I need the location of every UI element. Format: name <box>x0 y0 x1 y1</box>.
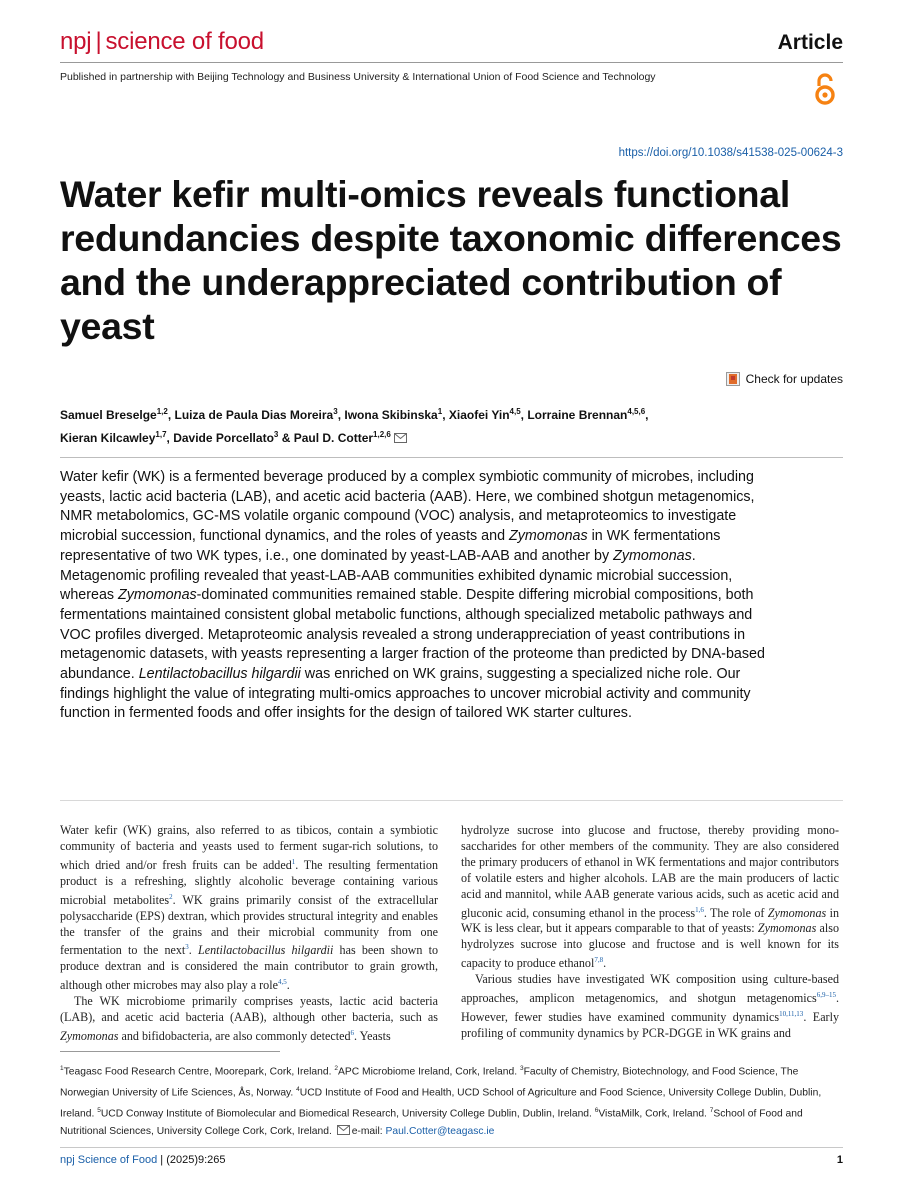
email-icon[interactable] <box>394 433 407 443</box>
author-affiliation: 3 <box>333 407 338 416</box>
body-text: . Yeasts <box>354 1029 391 1044</box>
check-for-updates-button[interactable] <box>726 372 843 386</box>
footer-citation <box>60 1154 226 1166</box>
affiliation-text: School of Food and Nutritional Sciences, University College Cork, Cork, Ireland. <box>60 1108 803 1137</box>
header-divider <box>60 62 843 63</box>
affiliation-footnotes <box>60 1060 850 1140</box>
author-separator: , <box>167 408 175 422</box>
affiliation-text: Teagasc Food Research Centre, Moorepark, Cork, Ireland. <box>63 1066 335 1078</box>
article-title: Water kefir multi-omics reveals functional redundancies despite taxonomic differences and the underappreciated contribution of yeast <box>60 173 842 347</box>
body-text: . The resulting fermentation product is a refreshing, slightly alcoholic beverage containing various microbial metabolites <box>60 857 438 907</box>
citation-ref[interactable]: 10,11,13 <box>779 1010 804 1019</box>
affiliation-number: 3 <box>519 1065 524 1072</box>
author-separator: , <box>645 408 649 422</box>
author-separator: , <box>442 408 449 422</box>
email-label: e-mail: <box>351 1125 386 1137</box>
author-separator: , <box>337 408 345 422</box>
citation-ref[interactable]: 6,9–15 <box>816 991 836 1000</box>
citation-ref[interactable]: 4,5 <box>277 978 287 987</box>
body-text: also hydrolyzes sucrose into glucose and fructose and is well known for its capacity to produce ethanol <box>461 921 839 971</box>
abstract-text: was enriched on WK grains, suggesting a specialized niche role. Our findings highlight the value of integrating multi-omics approaches to uncover microbial activity and community function in fermented foods and offer insights for the design of tailored WK starter cultures. <box>60 666 751 722</box>
author-name: Kieran Kilcawley <box>60 431 156 445</box>
author-affiliation: 1,7 <box>155 430 167 439</box>
abstract-divider <box>60 457 843 458</box>
abstract-text: in WK fermentations representative of two WK types, i.e., one dominated by yeast-LAB-AAB and another by <box>60 528 721 564</box>
body-column-left <box>60 823 438 1045</box>
author-separator: , <box>166 431 174 445</box>
affiliation-text: Faculty of Chemistry, Biotechnology, and Food Science, The Norwegian University of Life Sciences, Ås, Norway. <box>60 1066 799 1099</box>
affiliation-text: UCD Conway Institute of Biomolecular and Biomedical Research, University College Dublin, Dublin, Ireland. <box>100 1108 595 1120</box>
body-text: . Early profiling of community dynamics by PCR-DGGE in WK grains and <box>461 1010 839 1040</box>
affiliation-number: 6 <box>594 1106 599 1114</box>
taxon-name: Zymomonas <box>118 587 197 604</box>
affiliation-number: 1 <box>60 1065 64 1072</box>
body-paragraph <box>461 972 839 1042</box>
body-text: . <box>603 956 607 971</box>
author-list <box>60 402 840 448</box>
body-column-right <box>461 823 839 1042</box>
taxon-name: Zymomonas <box>509 528 588 545</box>
body-text: . However, fewer studies have examined community dynamics <box>461 991 839 1025</box>
citation-ref[interactable]: 2 <box>169 892 173 901</box>
journal-brand[interactable] <box>60 28 264 56</box>
author-affiliation: 1 <box>437 407 443 416</box>
footer-journal-link[interactable]: npj Science of Food <box>60 1154 158 1166</box>
brand-journal-name: science of food <box>105 28 264 55</box>
taxon-name: Zymomonas <box>767 905 827 920</box>
abstract <box>60 468 780 724</box>
brand-npj: npj <box>60 28 92 55</box>
citation-ref[interactable]: 1 <box>291 857 296 866</box>
abstract-text: . Metagenomic profiling revealed that yeast-LAB-AAB communities exhibited dynamic microbial succession, whereas <box>60 547 733 604</box>
author-separator: & <box>278 431 294 445</box>
citation-ref[interactable]: 6 <box>350 1029 355 1037</box>
affiliation-text: UCD Institute of Food and Health, UCD School of Agriculture and Food Science, University College Dublin, Dublin, Ireland. <box>60 1087 822 1120</box>
affiliation-text: APC Microbiome Ireland, Cork, Ireland. <box>337 1066 520 1078</box>
footnote-divider <box>60 1051 280 1052</box>
taxon-name: Lentilactobacillus hilgardii <box>138 666 301 683</box>
doi-link[interactable]: https://doi.org/10.1038/s41538-025-00624-3 <box>618 147 843 159</box>
footer-divider <box>60 1147 843 1148</box>
body-text: has been shown to produce dextran and is considered the main contributor to grain growth, although other microbes may also play a role <box>60 943 438 993</box>
abstract-text: -dominated communities remained stable. Despite differing microbial compositions, both fermentations maintained consistent global metabolic functions, although specialized metabolic pathways and VOC profiles diverged. Metaproteomic analysis revealed a strong underappreciation of yeast contributions in metagenomic datasets, with yeasts representing a larger fraction of the proteome than predicted by DNA-based abundance. <box>60 587 765 683</box>
affiliation-number: 7 <box>709 1106 714 1114</box>
page-number: 1 <box>836 1154 843 1166</box>
affiliation-number: 4 <box>296 1085 300 1093</box>
check-updates-label: Check for updates <box>745 372 843 386</box>
email-link[interactable]: Paul.Cotter@teagasc.ie <box>385 1125 495 1137</box>
body-text: and bifidobacteria, are also commonly detected <box>118 1029 351 1044</box>
author-name: Samuel Breselge <box>60 408 157 422</box>
taxon-name: Lentilactobacillus hilgardii <box>198 943 334 958</box>
body-text: The WK microbiome primarily comprises yeasts, lactic acid bacteria (LAB), and acetic acid bacteria (AAB), although other bacteria, such as <box>60 994 438 1025</box>
body-text: . WK grains primarily consist of the extracellular polysaccharide (EPS) dextran, which provides structural integrity and enables the transfer of the grains and their microbial community from one fermentation to the next <box>60 892 439 958</box>
citation-ref[interactable]: 3 <box>185 943 189 952</box>
author-name: Iwona Skibinska <box>344 408 438 422</box>
article-type-label: Article <box>777 31 843 54</box>
author-affiliation: 1,2 <box>156 407 168 416</box>
brand-separator: | <box>95 28 102 55</box>
taxon-name: Zymomonas <box>757 921 817 936</box>
citation-ref[interactable]: 7,8 <box>594 956 604 965</box>
author-name: Luiza de Paula Dias Moreira <box>174 408 334 422</box>
affiliation-text: VistaMilk, Cork, Ireland. <box>598 1108 710 1120</box>
author-affiliation: 4,5,6 <box>627 407 646 416</box>
body-text: hydrolyze sucrose into glucose and fructose, thereby providing mono-saccharides for other members of the community. They are also considered the primary producers of ethanol in WK fermentations and major contributors of volatile esters and higher alcohols. LAB are the main producers of lactic acid and mannitol, while AAB generate various acids, such as acetic acid and gluconic acid, consuming ethanol in the process <box>461 823 839 920</box>
body-text: . The role of <box>703 905 768 920</box>
taxon-name: Zymomonas <box>60 1029 119 1044</box>
body-text: Various studies have investigated WK composition using culture-based approaches, amplicon metagenomics, and shotgun metagenomics <box>461 972 839 1006</box>
author-affiliation: 3 <box>273 430 279 439</box>
body-paragraph <box>60 823 438 994</box>
abstract-end-divider <box>60 800 843 801</box>
author-name: Lorraine Brennan <box>527 408 628 422</box>
footer-volume: | (2025)9:265 <box>157 1154 226 1166</box>
body-text: in WK is less clear, but it appears comparable to that of yeasts: <box>461 905 840 936</box>
partnership-line: Published in partnership with Beijing Technology and Business University & International Union of Food Science and Technology <box>60 71 656 83</box>
author-name: Davide Porcellato <box>173 431 274 445</box>
body-paragraph <box>461 823 839 972</box>
email-icon <box>337 1125 350 1135</box>
author-affiliation: 1,2,6 <box>373 430 391 439</box>
author-name: Paul D. Cotter <box>293 431 374 445</box>
abstract-text: Water kefir (WK) is a fermented beverage produced by a complex symbiotic community of microbes, including yeasts, lactic acid bacteria (LAB), and acetic acid bacteria (AAB). Here, we combined shotgun metagenomics, NMR metabolomics, GC-MS volatile organic compound (VOC) analysis, and metaproteomics to investigate microbial succession, functional dynamics, and the roles of yeasts and <box>60 469 755 545</box>
citation-ref[interactable]: 1,6 <box>695 905 704 914</box>
body-text: Water kefir (WK) grains, also referred to as tibicos, contain a symbiotic community of bacteria and yeasts used to ferment sugar-rich solutions, to which dried and/or fresh fruits can be added <box>60 823 438 872</box>
body-text: . <box>188 943 198 958</box>
affiliation-number: 2 <box>334 1065 338 1072</box>
body-text: . <box>286 978 290 993</box>
author-affiliation: 4,5 <box>509 407 521 416</box>
affiliation-number: 5 <box>97 1106 101 1114</box>
author-name: Xiaofei Yin <box>448 408 510 422</box>
body-paragraph <box>60 994 438 1045</box>
open-access-icon <box>811 72 839 106</box>
author-separator: , <box>520 408 528 422</box>
check-updates-icon <box>726 372 740 386</box>
taxon-name: Zymomonas <box>613 547 692 564</box>
